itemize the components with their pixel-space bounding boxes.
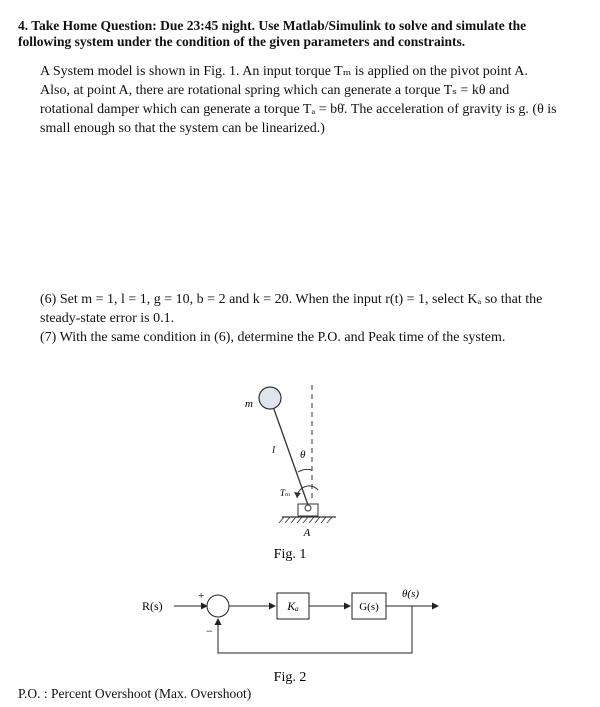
torque-label: Tₘ: [280, 488, 291, 498]
figure-2-block-diagram: [120, 575, 460, 690]
figure-1-caption: Fig. 1: [273, 547, 307, 562]
output-label: θ(s): [402, 588, 420, 600]
torque-arrowhead: [294, 492, 301, 498]
gain-label: Kₐ: [287, 599, 299, 613]
mass-label: m: [245, 398, 253, 410]
pendulum-mass: [259, 387, 281, 409]
question-intro: [40, 62, 560, 138]
intro-paragraph: A System model is shown in Fig. 1. An input torque Tₘ is applied on the pivot point A. Also, at point A, there are rotational spring which can generate a torque Tₛ = kθ and rotational damper which can generate a torque Tₐ = bθ̇. The acceleration of gravity is g. (θ is small enough so that the system can be linearized.): [40, 64, 557, 136]
summing-junction: [207, 595, 229, 617]
ground-hatching: [279, 517, 332, 523]
angle-label: θ: [300, 449, 306, 461]
length-label: l: [272, 444, 276, 456]
pivot-label: A: [303, 527, 311, 539]
question-title: 4. Take Home Question: Due 23:45 night. Use Matlab/Simulink to solve and simulate the following system under the condition of the given parameters and constraints.: [18, 18, 527, 49]
footnote: P.O. : Percent Overshoot (Max. Overshoot): [18, 686, 252, 701]
pivot-point: [305, 505, 311, 511]
minus-sign: −: [206, 624, 213, 638]
figure-1-pendulum: [190, 380, 390, 570]
question-parts: [40, 290, 560, 347]
figure-2-caption: Fig. 2: [273, 670, 307, 685]
input-label: R(s): [142, 599, 163, 613]
part-6-text: (6) Set m = 1, l = 1, g = 10, b = 2 and k = 20. When the input r(t) = 1, select Kₐ so that the steady-state error is 0.1.: [40, 292, 543, 326]
part-7-text: (7) With the same condition in (6), determine the P.O. and Peak time of the system.: [40, 330, 506, 345]
plant-label: G(s): [359, 601, 379, 613]
angle-arc: [298, 469, 312, 472]
plus-sign: +: [198, 590, 205, 602]
torque-arrow: [297, 486, 318, 498]
